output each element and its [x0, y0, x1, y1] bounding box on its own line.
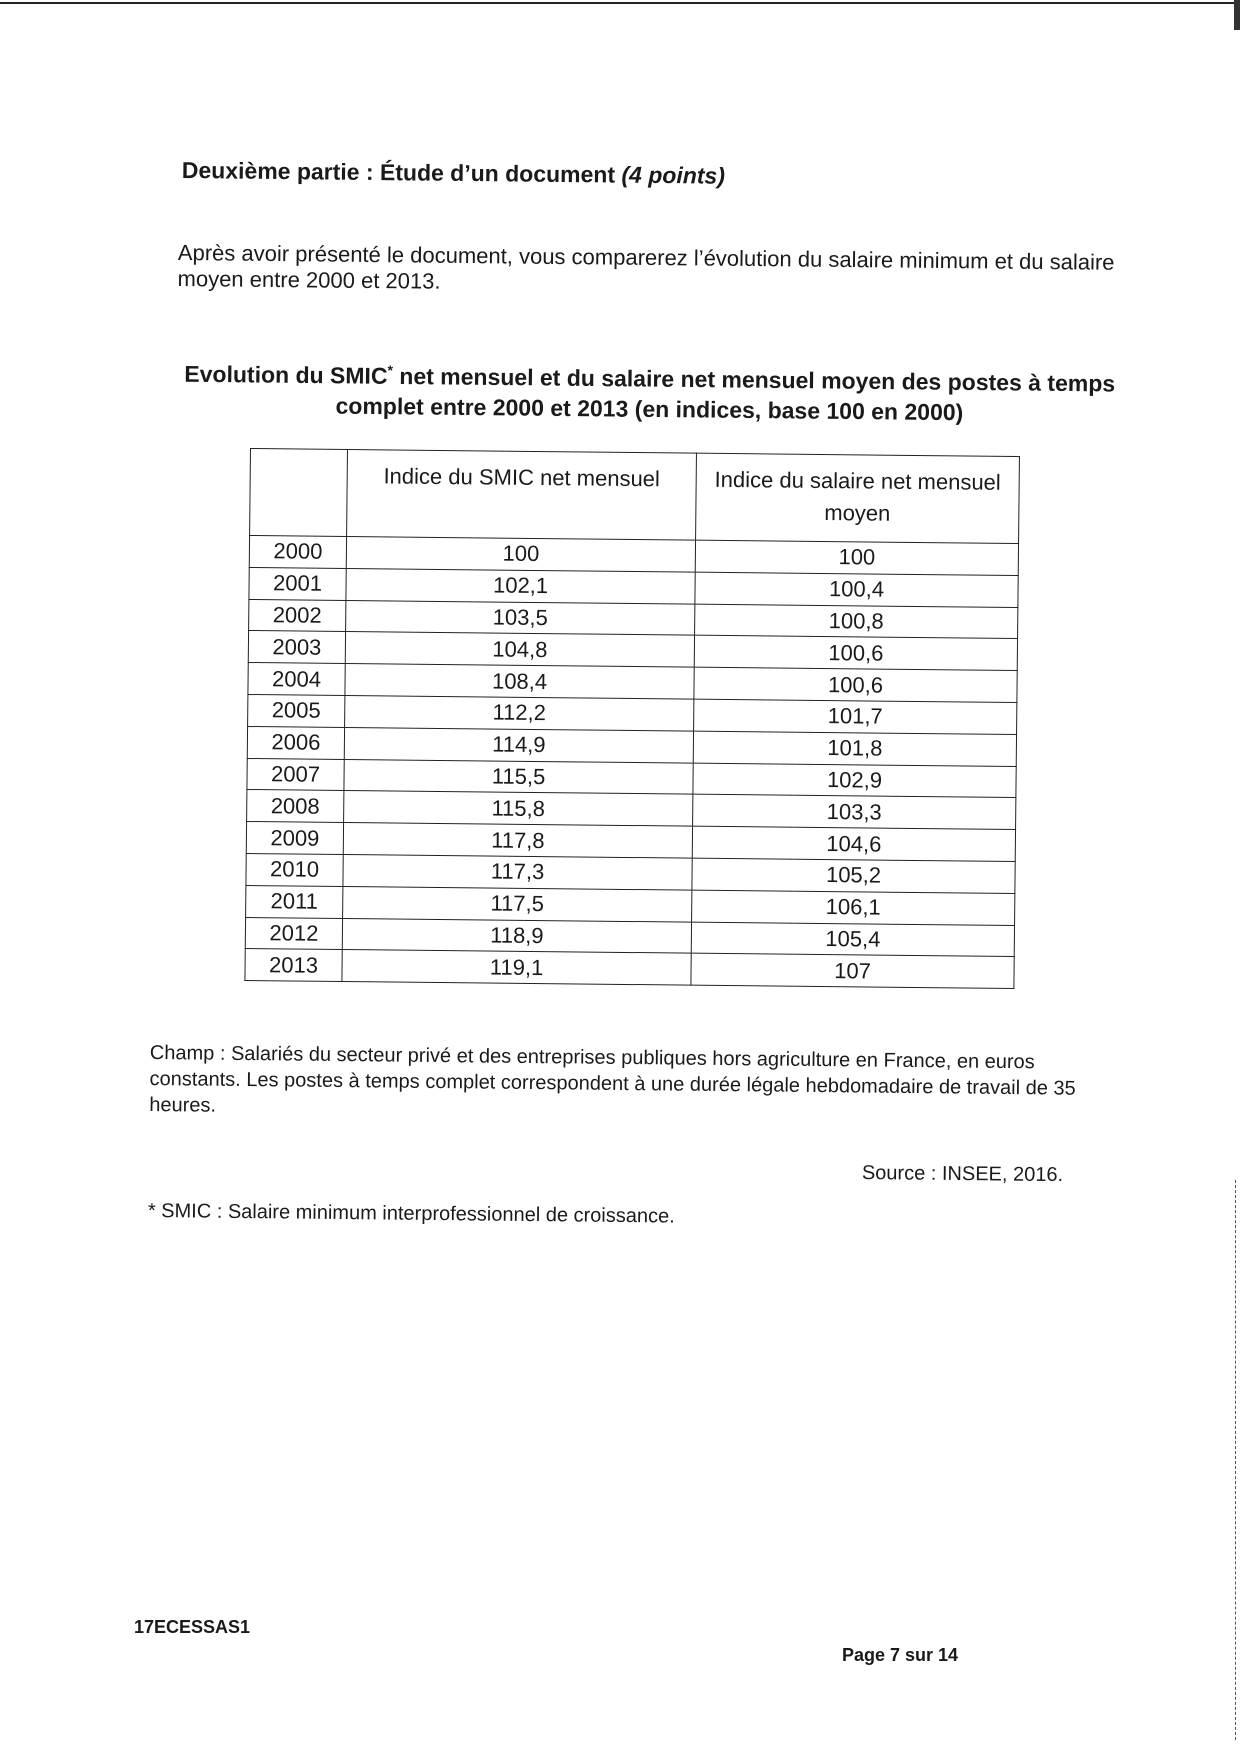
cell-year: 2001	[249, 567, 346, 600]
cell-smic: 112,2	[345, 695, 694, 730]
cell-salary: 100,6	[694, 636, 1017, 671]
document-title-part2: net mensuel et du salaire net mensuel moyen des postes à temps complet entre 2000 et 2013 (en indices, base 100 en 2000)	[335, 362, 1116, 425]
page-number: Page 7 sur 14	[842, 1645, 959, 1665]
cell-salary: 105,2	[692, 858, 1015, 893]
data-table	[244, 448, 1020, 989]
cell-year: 2012	[245, 917, 342, 950]
document-title	[179, 353, 1120, 428]
exam-code: 17ECESSAS1	[134, 1617, 251, 1637]
cell-year: 2002	[249, 599, 346, 632]
cell-smic: 117,5	[343, 886, 692, 921]
cell-salary: 104,6	[692, 826, 1015, 861]
cell-year: 2006	[247, 726, 344, 759]
cell-year: 2004	[248, 663, 345, 696]
instructions: Après avoir présenté le document, vous comparerez l’évolution du salaire minimum et du salaire moyen entre 2000 et 2013.	[177, 240, 1115, 294]
cell-year: 2011	[246, 885, 343, 918]
part-title-points: (4 points)	[621, 161, 726, 189]
header-salary: Indice du salaire net mensuel moyen	[696, 453, 1020, 543]
source-note: Source : INSEE, 2016.	[861, 1162, 1064, 1187]
cell-smic: 100	[346, 537, 695, 572]
cell-smic: 115,5	[344, 759, 693, 794]
cell-year: 2013	[245, 949, 342, 982]
cell-salary: 101,8	[693, 731, 1016, 766]
cell-salary: 100	[695, 540, 1018, 575]
cell-year: 2005	[248, 694, 345, 727]
cell-smic: 115,8	[344, 791, 693, 826]
cell-smic: 102,1	[346, 568, 695, 603]
cell-smic: 118,9	[342, 918, 691, 953]
cell-smic: 114,9	[344, 727, 693, 762]
cell-smic: 117,8	[343, 823, 692, 858]
cell-year: 2000	[249, 536, 346, 569]
cell-year: 2008	[247, 790, 344, 823]
page-right-edge	[1234, 1180, 1236, 1740]
cell-smic: 119,1	[342, 950, 691, 985]
table-row	[245, 949, 1014, 989]
cell-salary: 105,4	[691, 922, 1014, 957]
cell-year: 2010	[246, 853, 343, 886]
cell-year: 2007	[247, 758, 344, 791]
part-title	[182, 157, 725, 190]
cell-salary: 101,7	[694, 699, 1017, 734]
cell-salary: 103,3	[693, 795, 1016, 830]
cell-smic: 103,5	[346, 600, 695, 635]
document-title-part1: Evolution du SMIC	[184, 360, 388, 389]
data-table-wrapper	[244, 448, 1020, 989]
header-year	[250, 449, 348, 537]
smic-definition: * SMIC : Salaire minimum interprofessionnel de croissance.	[147, 1200, 675, 1228]
table-header-row	[250, 449, 1020, 544]
cell-salary: 100,6	[694, 667, 1017, 702]
cell-salary: 107	[691, 954, 1014, 989]
table-body	[245, 536, 1019, 989]
cell-salary: 106,1	[692, 890, 1015, 925]
cell-year: 2003	[248, 631, 345, 664]
part-title-main: Deuxième partie : Étude d’un document	[181, 157, 616, 188]
cell-smic: 117,3	[343, 854, 692, 889]
page-top-edge	[0, 2, 1240, 4]
cell-salary: 102,9	[693, 763, 1016, 798]
scope-note: Champ : Salariés du secteur privé et des entreprises publiques hors agriculture en France, en euros constants. Les postes à temps complet correspondent à une durée légale hebdomadaire de travail de 35 heures.	[149, 1041, 1076, 1117]
page-corner-mark	[1234, 0, 1240, 30]
cell-smic: 104,8	[345, 632, 694, 667]
cell-salary: 100,4	[695, 572, 1018, 607]
cell-smic: 108,4	[345, 664, 694, 699]
header-smic: Indice du SMIC net mensuel	[347, 450, 697, 541]
cell-year: 2009	[246, 822, 343, 855]
cell-salary: 100,8	[695, 604, 1018, 639]
document-title-asterisk: *	[387, 362, 394, 379]
